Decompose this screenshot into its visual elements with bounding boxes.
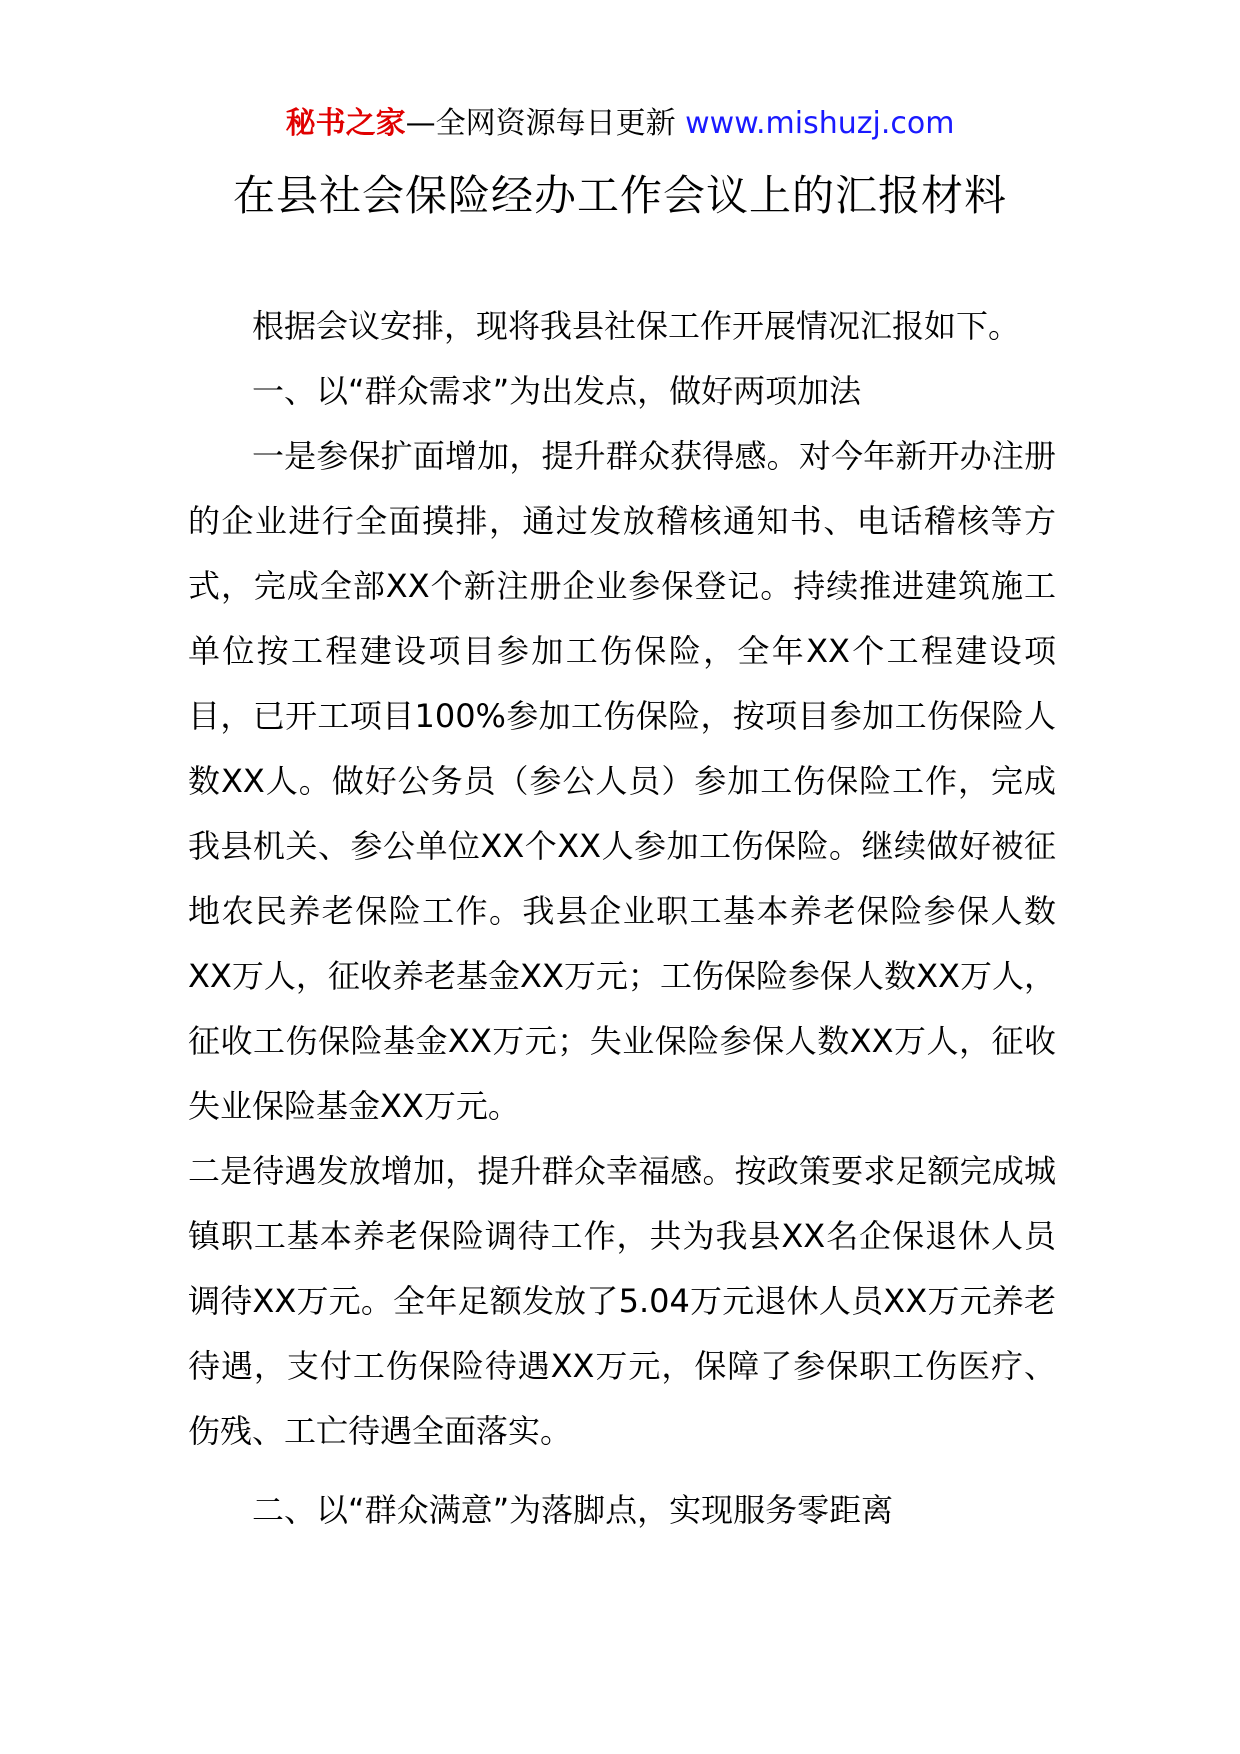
site-header: [0, 104, 1240, 144]
intro-paragraph: 根据会议安排，现将我县社保工作开展情况汇报如下。: [252, 307, 1021, 345]
site-slogan: —全网资源每日更新: [405, 106, 686, 141]
section-1-heading: 一、以“群众需求”为出发点，做好两项加法: [252, 372, 862, 410]
site-url[interactable]: www.mishuzj.com: [685, 106, 955, 141]
document-body: [188, 294, 1056, 1543]
site-brand: 秘书之家: [285, 106, 406, 141]
section-1-paragraph-1: 一是参保扩面增加，提升群众获得感。对今年新开办注册的企业进行全面摸排，通过发放稽核通知书、电话稽核等方式，完成全部XX个新注册企业参保登记。持续推进建筑施工单位按工程建设项目参加工伤保险，全年XX个工程建设项目，已开工项目100%参加工伤保险，按项目参加工伤保险人数XX人。做好公务员（参公人员）参加工伤保险工作，完成我县机关、参公单位XX个XX人参加工伤保险。继续做好被征地农民养老保险工作。我县企业职工基本养老保险参保人数XX万人，征收养老基金XX万元；工伤保险参保人数XX万人，征收工伤保险基金XX万元；失业保险参保人数XX万人，征收失业保险基金XX万元。: [188, 437, 1056, 1125]
section-1-paragraph-2: 二是待遇发放增加，提升群众幸福感。按政策要求足额完成城镇职工基本养老保险调待工作，共为我县XX名企保退休人员调待XX万元。全年足额发放了5.04万元退休人员XX万元养老待遇，支付工伤保险待遇XX万元，保障了参保职工伤医疗、伤残、工亡待遇全面落实。: [188, 1152, 1056, 1450]
section-2-heading: 二、以“群众满意”为落脚点，实现服务零距离: [252, 1491, 894, 1529]
document-title: 在县社会保险经办工作会议上的汇报材料: [232, 171, 1007, 220]
